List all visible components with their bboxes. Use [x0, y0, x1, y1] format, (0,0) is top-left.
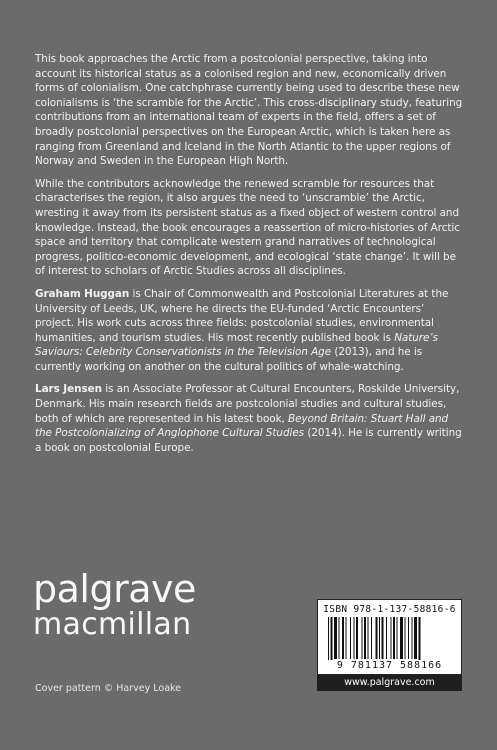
author-bio-text: is Chair of Commonwealth and Postcolonial Literatures at the University of Leeds, UK, where he directs the EU-funded ‘Arctic Encounters’ project. His work cuts across three fields: postcolonial studies, environmental humanities, and tourism studies. His most recently published book is	[35, 287, 449, 344]
description-paragraph-1: This book approaches the Arctic from a postcolonial perspective, taking into account its historical status as a colonised region and new, economically driven forms of colonialism. One catchphrase currently being used to describe these new colonialisms is ‘the scramble for the Arctic’. This cross-disciplinary study, featuring contributions from an international team of experts in the field, offers a set of broadly postcolonial perspectives on the European Arctic, which is taken here as ranging from Greenland and Iceland in the North Atlantic to the upper regions of Norway and Sweden in the European High North.	[35, 53, 463, 168]
author-bio-2	[35, 382, 465, 455]
author-bio-1	[35, 287, 465, 375]
book-title: Beyond Britain: Stuart Hall and the Postcolonializing of Anglophone Cultural Studies	[35, 412, 449, 440]
barcode-icon	[326, 617, 453, 663]
barcode-digits: 9 781137 588166	[318, 660, 461, 671]
book-title: Nature’s Saviours: Celebrity Conservationists in the Television Age	[35, 331, 438, 359]
author-name: Graham Huggan	[35, 287, 130, 300]
publisher-logo	[33, 567, 196, 642]
author-bio-text: (2014). He is currently writing a book on postcolonial Europe.	[35, 427, 462, 454]
isbn-label: ISBN 978-1-137-58816-6	[323, 604, 456, 615]
author-bio-text: (2013), and he is currently working on another on the cultural politics of whale-watching.	[35, 346, 423, 373]
barcode-box	[317, 599, 462, 675]
publisher-logo-line1: palgrave	[33, 567, 196, 611]
publisher-website: www.palgrave.com	[317, 675, 462, 691]
cover-credit: Cover pattern © Harvey Loake	[35, 683, 182, 694]
publisher-logo-line2: macmillan	[33, 607, 192, 642]
description-paragraph-2: While the contributors acknowledge the renewed scramble for resources that characterises the region, it also argues the need to ‘unscramble’ the Arctic, wresting it away from its persistent status as a fixed object of western control and knowledge. Instead, the book encourages a reassertion of micro-histories of Arctic space and territory that complicate western grand narratives of technological progress, politico-economic development, and ecological ‘state change’. It will be of interest to scholars of Arctic Studies across all disciplines.	[35, 177, 460, 278]
author-bio-text: is an Associate Professor at Cultural Encounters, Roskilde University, Denmark. His main research fields are postcolonial studies and cultural studies, both of which are represented in his latest book,	[35, 383, 460, 425]
blurb-text	[35, 52, 465, 463]
author-name: Lars Jensen	[35, 383, 102, 396]
